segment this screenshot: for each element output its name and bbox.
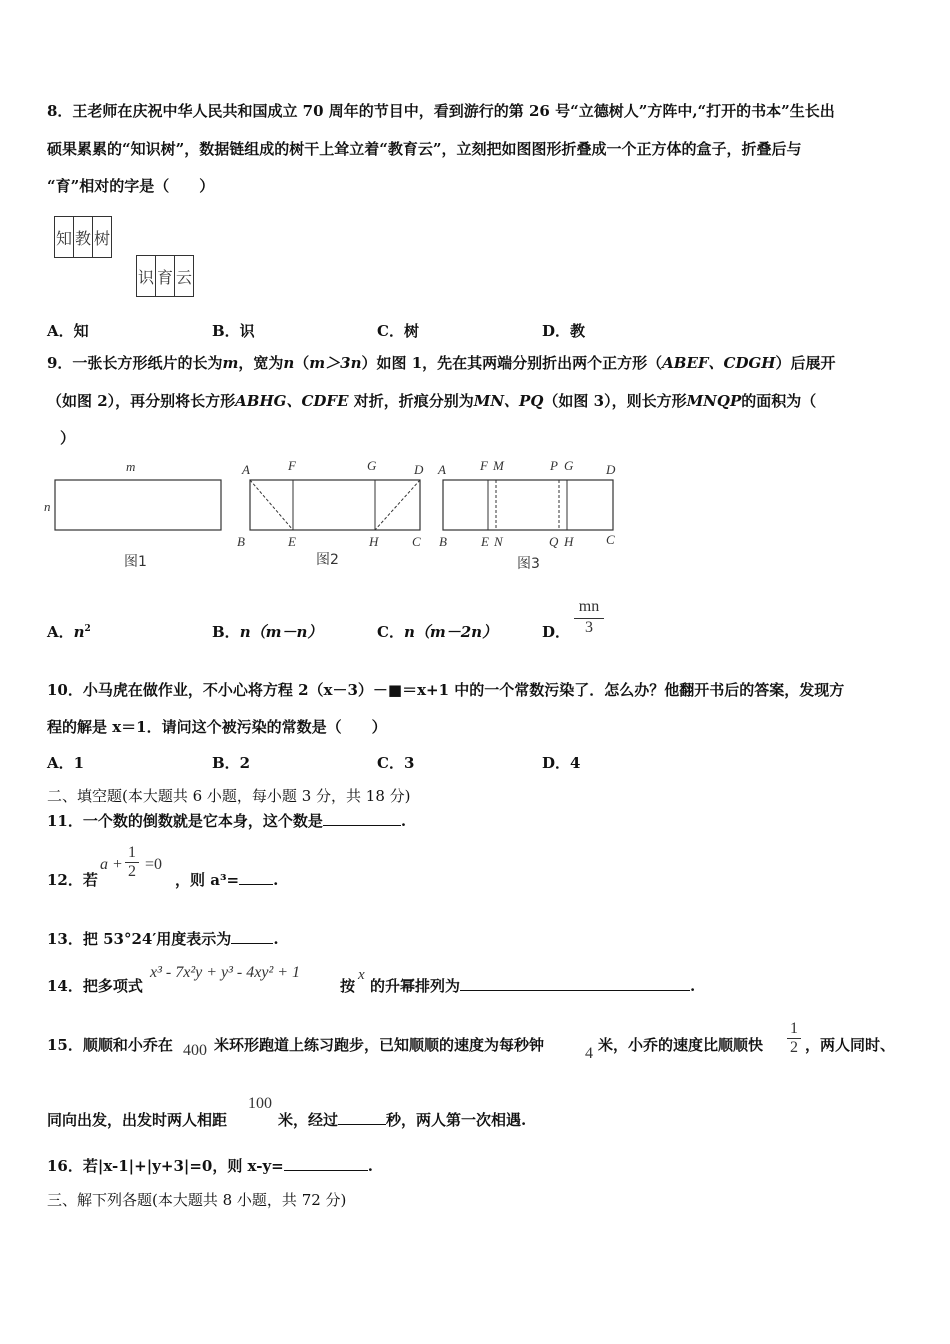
- q16-end: .: [367, 1157, 373, 1175]
- q14-variable-x: x: [358, 967, 365, 983]
- q16: [47, 1156, 373, 1176]
- q9-text-b: ，宽为: [238, 354, 284, 372]
- q9-option-a-exp: 2: [84, 624, 91, 634]
- q9-squares: ABEF、CDGH: [662, 354, 776, 372]
- q16-text: 16．若|x-1|+|y+3|=0，则 x-y=: [47, 1157, 284, 1175]
- q15-numerator: 1: [790, 1020, 798, 1037]
- q9-condition: m＞3n: [309, 354, 362, 372]
- q9-option-a-label: A．: [47, 623, 74, 641]
- net-cell-shi: 识: [137, 256, 156, 297]
- section-2-heading: 二、填空题(本大题共 6 小题，每小题 3 分，共 18 分): [47, 787, 411, 805]
- q9-option-d-numerator: mn: [578, 598, 600, 615]
- fig3-label-b: B: [439, 534, 447, 549]
- fig3-label-q: Q: [549, 534, 559, 549]
- q12-numerator: 1: [128, 844, 136, 861]
- fig1-label-n: n: [44, 499, 51, 514]
- fig3-label-h: H: [564, 534, 574, 549]
- fig2-label-h: H: [369, 534, 379, 549]
- q9-option-d-denominator: 3: [574, 618, 604, 637]
- q15-text-2: 米环形跑道上练习跑步，已知顺顺的速度为每秒钟: [214, 1036, 545, 1054]
- q14-answer-blank[interactable]: [460, 976, 690, 991]
- net-cell-yu: 育: [156, 256, 175, 297]
- fig2-label-c: C: [412, 534, 421, 549]
- q8-line-1: 8．王老师在庆祝中华人民共和国成立 70 周年的节目中，看到游行的第 26 号“立德树人”方阵中,“打开的书本”生长出: [47, 102, 835, 120]
- q8-option-b: B．识: [212, 322, 255, 340]
- q14-end: .: [690, 977, 696, 995]
- q9-option-d: D．: [542, 623, 571, 641]
- q9-option-b-value: n（m－n）: [239, 623, 323, 641]
- fig1-caption: 图1: [124, 554, 147, 570]
- q11-end: .: [400, 812, 407, 830]
- q9-l2-mnqp: MNQP: [686, 392, 742, 410]
- q9-l2-rects: ABHG、CDFE: [235, 392, 349, 410]
- cube-net-top-row: [54, 216, 112, 258]
- q9-option-c: [377, 621, 497, 642]
- q9-option-b-label: B．: [212, 623, 240, 641]
- q9-figures: [40, 455, 640, 580]
- q15-line-2b: [278, 1110, 526, 1130]
- q9-option-a: [47, 621, 91, 642]
- q8-line-3: “育”相对的字是（ ）: [47, 177, 215, 195]
- q9-text-a: 9．一张长方形纸片的长为: [47, 354, 223, 372]
- q9-text-c: （: [294, 354, 310, 372]
- q11-answer-blank[interactable]: [323, 811, 401, 826]
- net-cell-yun: 云: [175, 256, 194, 297]
- q9-line-2: [47, 391, 816, 411]
- q12-post: ，则 a³=: [175, 871, 240, 889]
- q9-option-d-fraction: [574, 598, 604, 637]
- fig3-label-m: M: [493, 458, 504, 473]
- q10-option-a: A．1: [47, 754, 85, 772]
- q12-equals-zero: =0: [145, 856, 163, 873]
- fig3-label-p: P: [550, 458, 558, 473]
- fig2-diag-dh: [375, 480, 420, 530]
- fig1-rectangle: [55, 480, 221, 530]
- q10-option-c: C．3: [377, 754, 415, 772]
- figure-2: [237, 458, 424, 568]
- net-cell-zhi: 知: [55, 217, 74, 258]
- q9-option-b: [212, 621, 322, 642]
- fig2-rectangle: [250, 480, 420, 530]
- figure-3: [437, 458, 616, 572]
- q15-text-3: 米，小乔的速度比顺顺快: [598, 1036, 764, 1054]
- net-cell-shu: 树: [93, 217, 112, 258]
- q9-l2-c: 对折，折痕分别为: [348, 392, 474, 410]
- q13-answer-blank[interactable]: [231, 929, 273, 944]
- q10-line-1: 10．小马虎在做作业，不小心将方程 2（x－3）－■＝x+1 中的一个常数污染了．怎么办？他翻开书后的答案，发现方: [47, 681, 845, 699]
- q12-end: .: [273, 871, 279, 889]
- fig2-caption: 图2: [316, 552, 339, 568]
- fig2-diag-ae: [250, 480, 293, 530]
- q12-fraction: [125, 844, 139, 881]
- q8-option-a: A．知: [47, 322, 89, 340]
- net-cell-jiao: 教: [74, 217, 93, 258]
- q14-post: 的升幂排列为: [370, 977, 461, 995]
- fig3-label-c: C: [606, 532, 615, 547]
- q15-denominator: 2: [787, 1038, 801, 1057]
- q15-line-2a: 同向出发，出发时两人相距: [47, 1111, 228, 1129]
- fig1-label-m: m: [126, 459, 136, 474]
- fig2-label-f: F: [288, 458, 296, 473]
- q10-line-2: 程的解是 x＝1．请问这个被污染的常数是（ ）: [47, 718, 387, 736]
- q9-text-d: ）如图 1，先在其两端分别折出两个正方形（: [361, 354, 663, 372]
- q13-end: .: [273, 930, 279, 948]
- q11: [47, 811, 406, 831]
- q14-polynomial: x³ - 7x²y + y³ - 4xy² + 1: [150, 964, 301, 981]
- q15-fraction: [787, 1020, 801, 1057]
- fig3-label-f: F: [480, 458, 488, 473]
- fig3-label-e: E: [481, 534, 489, 549]
- q9-l2-g: 的面积为（: [741, 392, 817, 410]
- fig3-label-a: A: [438, 462, 446, 477]
- q9-option-c-value: n（m－2n）: [403, 623, 498, 641]
- q12-denominator: 2: [125, 862, 139, 881]
- cube-net-bottom-row: [136, 255, 194, 297]
- q15-value-100: 100: [248, 1095, 272, 1112]
- q15-answer-blank[interactable]: [338, 1110, 386, 1125]
- q9-var-n: n: [283, 354, 295, 372]
- q9-option-a-value: n: [73, 623, 85, 641]
- q12-prefix: 12．若: [47, 871, 98, 889]
- q9-option-c-label: C．: [377, 623, 404, 641]
- q14-prefix: 14．把多项式: [47, 977, 143, 995]
- q9-var-m: m: [222, 354, 239, 372]
- fig3-label-n: N: [494, 534, 503, 549]
- q14-suffix: [370, 976, 695, 996]
- q11-text: 11．一个数的倒数就是它本身，这个数是: [47, 812, 323, 830]
- q15-value-4: 4: [585, 1045, 593, 1062]
- fig3-label-d: D: [606, 462, 616, 477]
- fig2-label-g: G: [367, 458, 377, 473]
- q14-mid: 按: [340, 977, 356, 995]
- fig2-label-b: B: [237, 534, 245, 549]
- q10-option-d: D．4: [542, 754, 581, 772]
- q15-value-400: 400: [183, 1042, 207, 1059]
- q8-line-2: 硕果累累的“知识树”，数据链组成的树干上耸立着“教育云”，立刻把如图图形折叠成一个正方体的盒子，折叠后与: [47, 140, 802, 158]
- q12-expr-a: a +: [100, 856, 123, 873]
- q9-line-3: ）: [60, 429, 76, 447]
- fig3-label-g: G: [564, 458, 574, 473]
- q8-option-d: D．教: [542, 322, 586, 340]
- q9-l2-creases: MN、PQ: [473, 392, 544, 410]
- fig2-label-e: E: [288, 534, 296, 549]
- q9-line-1: [47, 353, 836, 373]
- q15-prefix: 15．顺顺和小乔在: [47, 1036, 173, 1054]
- section-3-heading: 三、解下列各题(本大题共 8 小题，共 72 分): [47, 1191, 347, 1209]
- q12-answer-blank[interactable]: [239, 870, 273, 885]
- fig3-caption: 图3: [517, 556, 540, 572]
- fig3-rectangle: [443, 480, 613, 530]
- q10-option-b: B．2: [212, 754, 251, 772]
- q16-answer-blank[interactable]: [284, 1156, 368, 1171]
- q15-text-4: ，两人同时、: [805, 1036, 896, 1054]
- fig2-label-d: D: [414, 462, 424, 477]
- q15-l2b: 米，经过: [278, 1111, 339, 1129]
- q9-l2-e: （如图 3），则长方形: [543, 392, 687, 410]
- q8-option-c: C．树: [377, 322, 419, 340]
- fig2-label-a: A: [242, 462, 250, 477]
- q13-text: 13．把 53°24′用度表示为: [47, 930, 232, 948]
- q15-l2c: 秒，两人第一次相遇.: [386, 1111, 527, 1129]
- q9-l2-a: （如图 2），再分别将长方形: [47, 392, 236, 410]
- q13: [47, 929, 279, 949]
- figure-1: [44, 459, 221, 570]
- q12-suffix: [175, 870, 278, 890]
- q9-text-e: ）后展开: [775, 354, 836, 372]
